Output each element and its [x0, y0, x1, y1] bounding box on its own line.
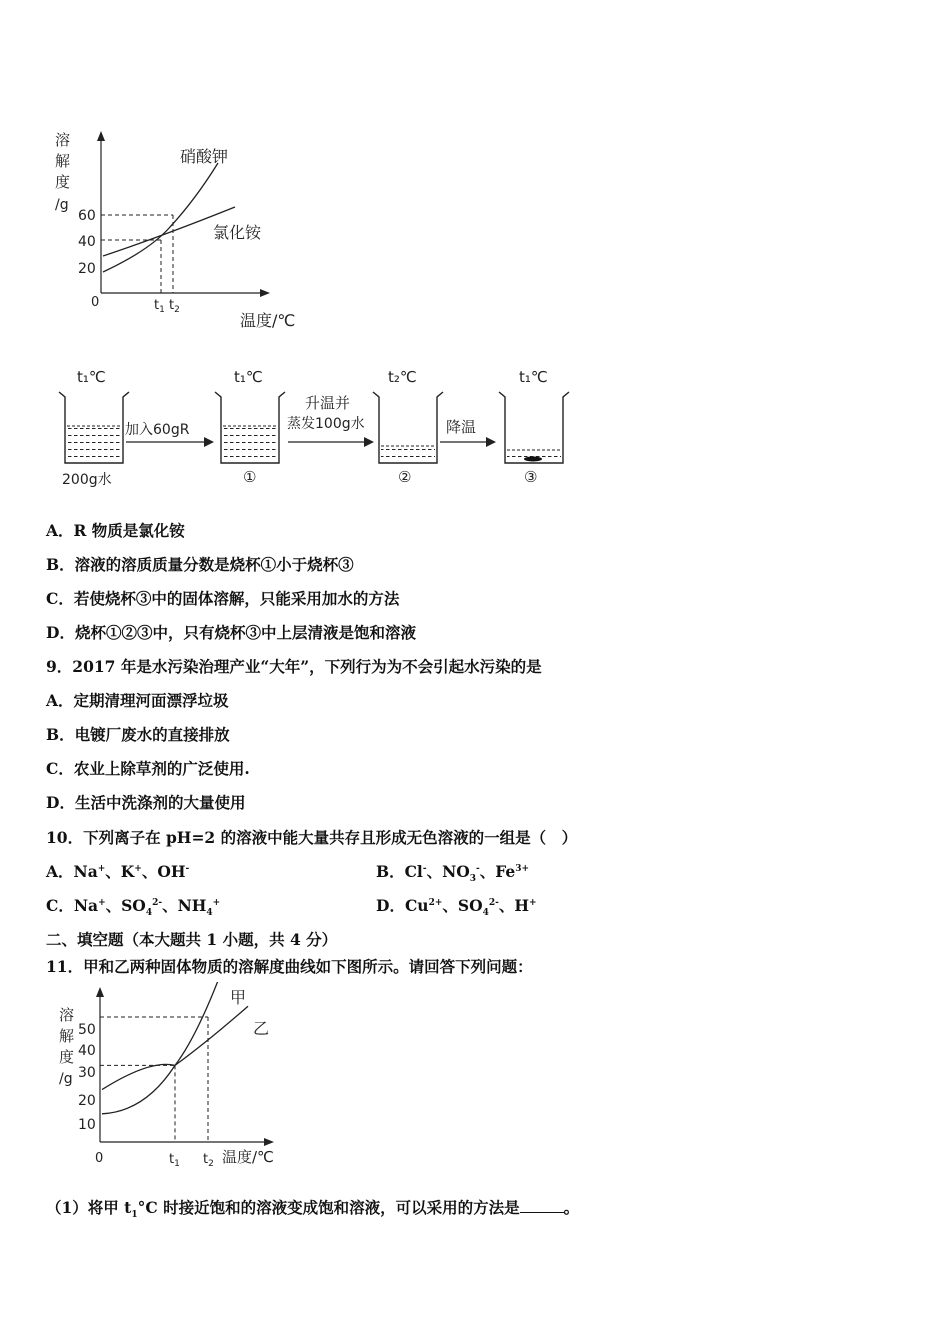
q9-option-b: B．电镀厂废水的直接排放	[46, 725, 230, 744]
q8-option-d: D．烧杯①②③中，只有烧杯③中上层清液是饱和溶液	[46, 623, 416, 642]
arrow-1-head	[204, 437, 214, 447]
beaker-procedure-figure	[50, 362, 580, 492]
step1-label: 加入60gR	[125, 422, 190, 438]
f3-ylabel-1: 溶	[59, 1006, 75, 1024]
solubility-figure-1	[40, 125, 340, 340]
q10a-s1: +	[97, 863, 106, 874]
q10d-s1: 2+	[428, 897, 443, 908]
q10-option-c	[46, 894, 220, 918]
beaker-initial	[59, 392, 129, 463]
q11-sub1	[46, 1196, 579, 1220]
f3-xlabel: 温度/℃	[222, 1148, 274, 1166]
q10c-p3: 、NH	[162, 896, 207, 915]
q10d-p1: D．Cu	[376, 896, 429, 915]
f3-ytick-40: 40	[78, 1043, 96, 1059]
temp-label-2: t₁℃	[234, 368, 263, 386]
step2-label-b: 蒸发100g水	[287, 416, 365, 432]
series-jia-curve	[102, 982, 224, 1114]
q10c-s2: 2-	[152, 897, 163, 908]
f1-xtick-t2: $t_2$	[169, 298, 180, 315]
f1-ylabel-3: 度	[55, 173, 71, 191]
q10d-s2: 2-	[488, 897, 499, 908]
beaker-2-label: ②	[398, 468, 412, 486]
beaker-3	[499, 392, 569, 463]
f1-origin: 0	[91, 295, 100, 310]
f3-ylabel-3: 度	[59, 1048, 75, 1066]
q10c-s3: +	[212, 897, 221, 908]
beaker-3-label: ③	[524, 468, 538, 486]
f3-label-jia: 甲	[230, 988, 247, 1007]
crystal-precipitate	[524, 457, 542, 462]
water-label: 200g水	[62, 472, 112, 488]
q10c-s1: +	[98, 897, 106, 908]
q8-option-c: C．若使烧杯③中的固体溶解，只能采用加水的方法	[46, 589, 400, 608]
q11-sub1-post: °C 时接近饱和的溶液变成饱和溶液，可以采用的方法是	[137, 1198, 520, 1217]
q10b-s3: 3+	[515, 863, 530, 874]
q10d-b2: 4	[482, 908, 489, 919]
arrow-2-head	[364, 437, 374, 447]
temp-label-3: t₂℃	[388, 368, 417, 386]
q10b-b2: 3	[469, 874, 477, 885]
q11-sub1-pre: （1）将甲 t	[46, 1198, 132, 1217]
q10b-s2: -	[476, 863, 480, 874]
f3-y-arrow	[96, 987, 104, 997]
f1-ytick-20: 20	[78, 261, 96, 277]
q10-option-b	[376, 860, 529, 884]
f1-ylabel-1: 溶	[55, 131, 71, 149]
q9-option-d: D．生活中洗涤剂的大量使用	[46, 793, 246, 812]
q8-option-b: B．溶液的溶质质量分数是烧杯①小于烧杯③	[46, 555, 354, 574]
f3-label-yi: 乙	[253, 1019, 270, 1038]
q10d-p2: 、SO	[442, 896, 483, 915]
q10c-b2: 4	[145, 908, 153, 919]
beaker-1	[215, 392, 285, 463]
q10a-s3: -	[185, 863, 190, 874]
q11-stem: 11．甲和乙两种固体物质的溶解度曲线如下图所示。请回答下列问题：	[46, 957, 533, 976]
q10c-b3: 4	[206, 908, 213, 919]
step2-label-a: 升温并	[305, 394, 351, 412]
section-2-heading: 二、填空题（本大题共 1 小题，共 4 分）	[46, 930, 338, 949]
step3-label: 降温	[446, 418, 477, 436]
q10d-p3: 、H	[498, 896, 529, 915]
answer-blank[interactable]	[520, 1198, 564, 1213]
q8-option-a: A．R 物质是氯化铵	[46, 521, 185, 540]
q9-option-a: A．定期清理河面漂浮垃圾	[46, 691, 229, 710]
q11-sub1-end: 。	[563, 1198, 580, 1217]
q10b-p2: 、NO	[426, 862, 470, 881]
q10d-s3: +	[529, 897, 537, 908]
f3-ylabel-2: 解	[59, 1027, 75, 1045]
f3-ylabel-4: /g	[59, 1071, 73, 1087]
f1-y-arrow	[97, 131, 105, 141]
q10b-p3: 、Fe	[479, 862, 516, 881]
f3-x-arrow	[264, 1138, 274, 1146]
f1-ylabel-4: /g	[55, 197, 69, 213]
f1-label-nh4cl: 氯化铵	[213, 223, 262, 242]
q10a-p2: 、K	[105, 862, 135, 881]
q10c-p2: 、SO	[105, 896, 146, 915]
f3-ytick-10: 10	[78, 1117, 96, 1133]
f3-ytick-30: 30	[78, 1065, 96, 1081]
solubility-chart-jia-yi	[50, 982, 290, 1172]
q10a-p1: A．Na	[46, 862, 98, 881]
q10-stem: 10．下列离子在 pH=2 的溶液中能大量共存且形成无色溶液的一组是（ ）	[46, 828, 578, 847]
q10a-p3: 、OH	[141, 862, 186, 881]
f1-ytick-40: 40	[78, 234, 96, 250]
q9-option-c: C．农业上除草剂的广泛使用.	[46, 759, 250, 778]
beaker-2	[373, 392, 443, 463]
q10c-p1: C．Na	[46, 896, 99, 915]
f3-ytick-50: 50	[78, 1022, 96, 1038]
series-yi-curve	[102, 1006, 248, 1089]
f1-ytick-60: 60	[78, 208, 96, 224]
q10-option-d	[376, 894, 537, 918]
q9-stem: 9．2017 年是水污染治理产业“大年”，下列行为为不会引起水污染的是	[46, 657, 542, 676]
f3-xtick-t1: $t_1$	[169, 1152, 180, 1169]
f1-xtick-t1: $t_1$	[154, 298, 165, 315]
f3-origin: 0	[95, 1151, 104, 1166]
temp-label-1: t₁℃	[77, 368, 106, 386]
arrow-3-head	[486, 437, 496, 447]
f1-xlabel: 温度/℃	[240, 311, 296, 330]
temp-label-4: t₁℃	[519, 368, 548, 386]
q11-sub1-sub: 1	[131, 1210, 138, 1221]
f1-label-kno3: 硝酸钾	[180, 147, 229, 166]
q10b-p1: B．Cl	[376, 862, 423, 881]
q10b-s1: -	[422, 863, 427, 874]
beaker-1-label: ①	[243, 468, 257, 486]
f1-ylabel-2: 解	[55, 152, 71, 170]
f3-ytick-20: 20	[78, 1093, 96, 1109]
f1-x-arrow	[260, 289, 270, 297]
q10-option-a	[46, 860, 189, 882]
q10a-s2: +	[134, 863, 142, 874]
f3-xtick-t2: $t_2$	[203, 1152, 214, 1169]
